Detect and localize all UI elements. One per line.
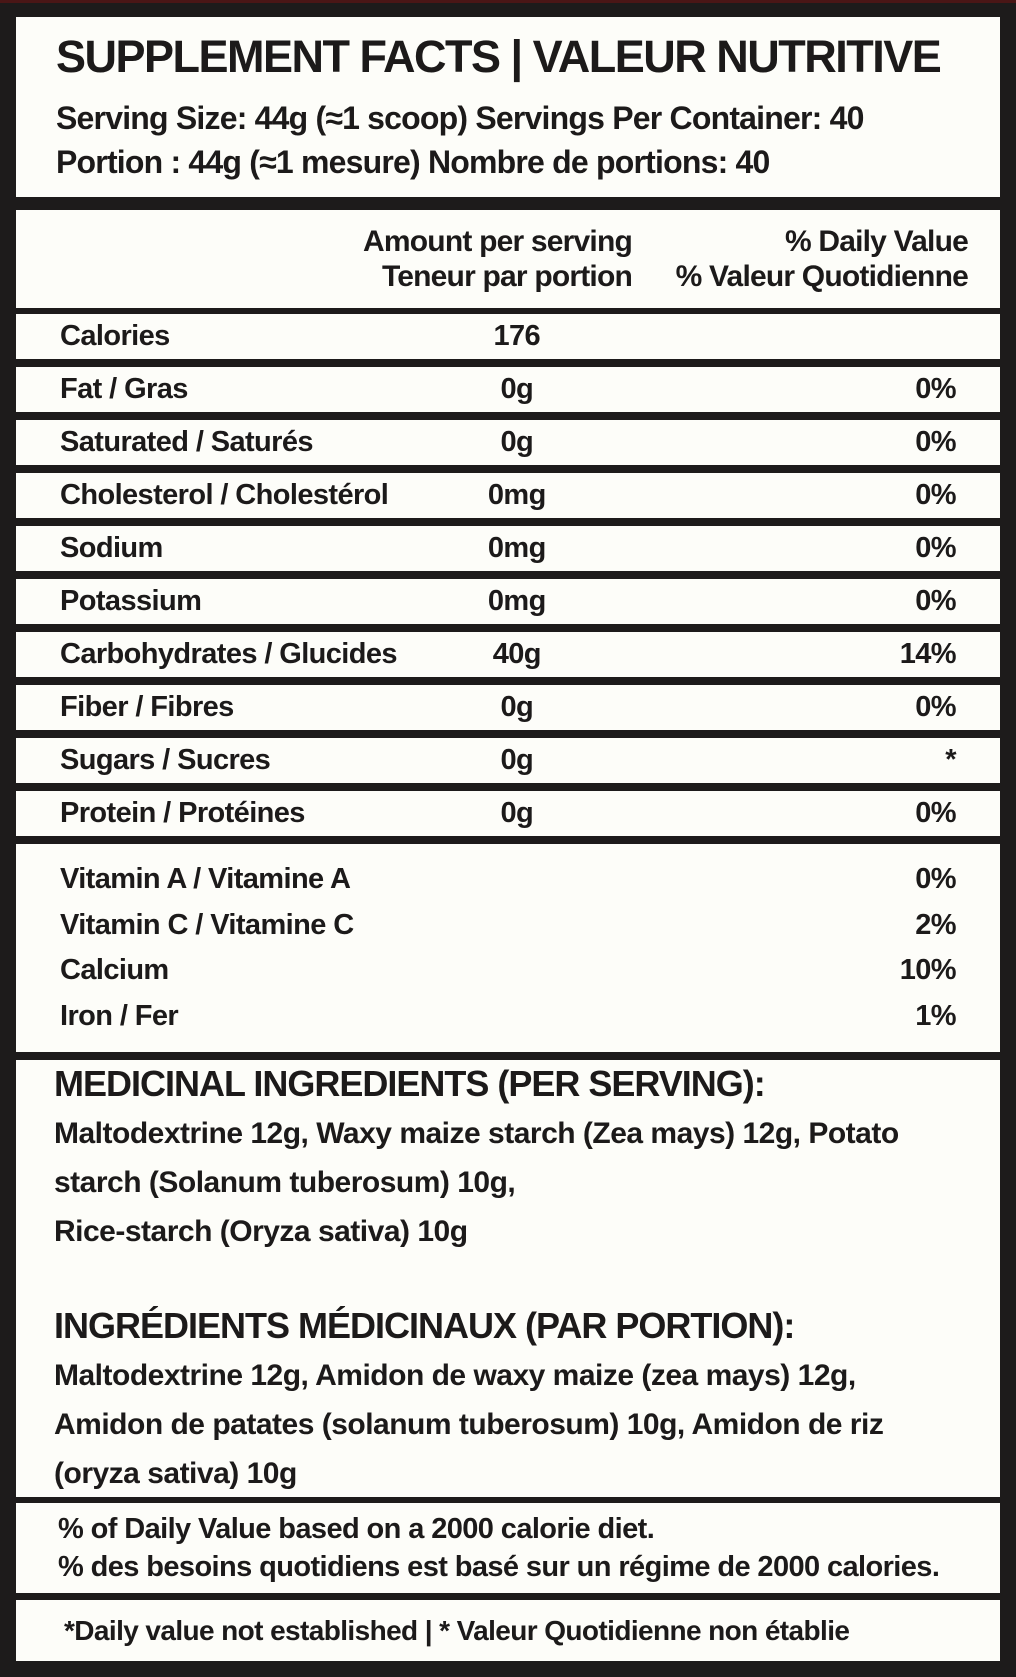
micronutrient-row [60, 909, 956, 942]
cell-amount: 40g [492, 638, 541, 670]
cell-amount: 0mg [487, 585, 546, 617]
column-header-line-fr [60, 259, 968, 294]
cell-name: Fat / Gras [60, 373, 188, 405]
asterisk-footnote-panel [16, 1600, 1000, 1661]
text-line: Maltodextrine 12g, Amidon de waxy maize (zea mays) 12g, [54, 1359, 856, 1392]
amount-header-fr: Teneur par portion [381, 260, 633, 293]
nutrient-row [16, 791, 1000, 836]
text-line: starch (Solanum tuberosum) 10g, [54, 1166, 516, 1199]
micronutrient-row [60, 954, 956, 987]
cell-name: Calcium [60, 954, 169, 987]
nutrient-row [16, 420, 1000, 465]
cell-name: Sodium [60, 532, 163, 564]
title-panel [16, 17, 1000, 197]
cell-dv: 0% [915, 585, 956, 617]
cell-name: Vitamin A / Vitamine A [60, 862, 351, 895]
cell-amount: 0g [500, 691, 534, 723]
cell-dv: 0% [915, 691, 956, 723]
text-line: Rice-starch (Oryza sativa) 10g [54, 1215, 468, 1248]
ingredients-block-fr [54, 1301, 976, 1498]
ingredients-lines-fr [54, 1351, 976, 1498]
label-title: SUPPLEMENT FACTS | VALEUR NUTRITIVE [56, 30, 941, 82]
cell-amount: 0g [500, 797, 534, 829]
nutrient-row [16, 579, 1000, 624]
cell-dv: 0% [915, 426, 956, 458]
column-header-panel [16, 210, 1000, 308]
text-line: Amidon de patates (solanum tuberosum) 10g, Amidon de riz [54, 1408, 884, 1441]
micronutrient-row [60, 1000, 956, 1033]
ingredients-block-en [54, 1059, 976, 1256]
nutrient-row [16, 632, 1000, 677]
nutrient-row [16, 526, 1000, 571]
cell-amount: 0g [500, 373, 534, 405]
cell-dv: 0% [915, 479, 956, 511]
cell-dv: 0% [915, 797, 956, 829]
column-header-line-en [60, 224, 968, 259]
daily-value-footnote-panel [16, 1503, 1000, 1593]
text-line: (oryza sativa) 10g [54, 1457, 297, 1490]
cell-dv: 0% [915, 373, 956, 405]
cell-dv: 1% [915, 1000, 956, 1033]
cell-name: Calories [60, 320, 170, 352]
cell-name: Sugars / Sucres [60, 744, 271, 776]
nutrient-row [16, 738, 1000, 783]
serving-size-fr: Portion : 44g (≈1 mesure) Nombre de portions: 40 [56, 143, 770, 180]
cell-amount: 0g [500, 426, 534, 458]
cell-dv: 0% [915, 862, 956, 895]
cell-name: Vitamin C / Vitamine C [60, 908, 354, 941]
nutrient-row [16, 367, 1000, 412]
nutrient-row [16, 685, 1000, 730]
cell-dv: 14% [899, 638, 956, 670]
ingredients-heading-en: MEDICINAL INGREDIENTS (PER SERVING): [54, 1063, 765, 1104]
text-line: % of Daily Value based on a 2000 calorie diet. [58, 1513, 655, 1545]
ingredients-lines-en [54, 1109, 976, 1256]
supplement-facts-label [0, 3, 1016, 1661]
text-line: % des besoins quotidiens est basé sur un régime de 2000 calories. [58, 1551, 940, 1583]
daily-value-header-en: % Daily Value [784, 225, 968, 258]
cell-name: Potassium [60, 585, 202, 617]
amount-header-en: Amount per serving [363, 225, 633, 258]
micronutrient-row [60, 863, 956, 896]
micronutrients-panel [16, 844, 1000, 1052]
cell-dv: 0% [915, 532, 956, 564]
cell-amount: 0mg [487, 532, 546, 564]
cell-name: Saturated / Saturés [60, 426, 313, 458]
nutrient-rows [16, 314, 1000, 836]
cell-amount: 176 [493, 320, 541, 352]
text-line: Maltodextrine 12g, Waxy maize starch (Zea mays) 12g, Potato [54, 1117, 899, 1150]
nutrient-row [16, 314, 1000, 359]
cell-name: Carbohydrates / Glucides [60, 638, 397, 670]
daily-value-header-fr: % Valeur Quotidienne [675, 260, 968, 293]
nutrient-row [16, 473, 1000, 518]
cell-dv: * [945, 744, 956, 776]
serving-size-en: Serving Size: 44g (≈1 scoop) Servings Per Container: 40 [56, 99, 864, 136]
cell-dv: 2% [915, 908, 956, 941]
cell-name: Iron / Fer [60, 1000, 179, 1033]
cell-name: Cholesterol / Cholestérol [60, 479, 389, 511]
cell-name: Protein / Protéines [60, 797, 305, 829]
asterisk-note: *Daily value not established | * Valeur Quotidienne non établie [64, 1614, 850, 1646]
ingredients-panel [16, 1060, 1000, 1497]
cell-amount: 0mg [487, 479, 546, 511]
cell-name: Fiber / Fibres [60, 691, 234, 723]
footnote-lines [58, 1510, 1000, 1586]
cell-amount: 0g [500, 744, 534, 776]
ingredients-heading-fr: INGRÉDIENTS MÉDICINAUX (PAR PORTION): [54, 1305, 795, 1346]
cell-dv: 10% [899, 954, 956, 987]
